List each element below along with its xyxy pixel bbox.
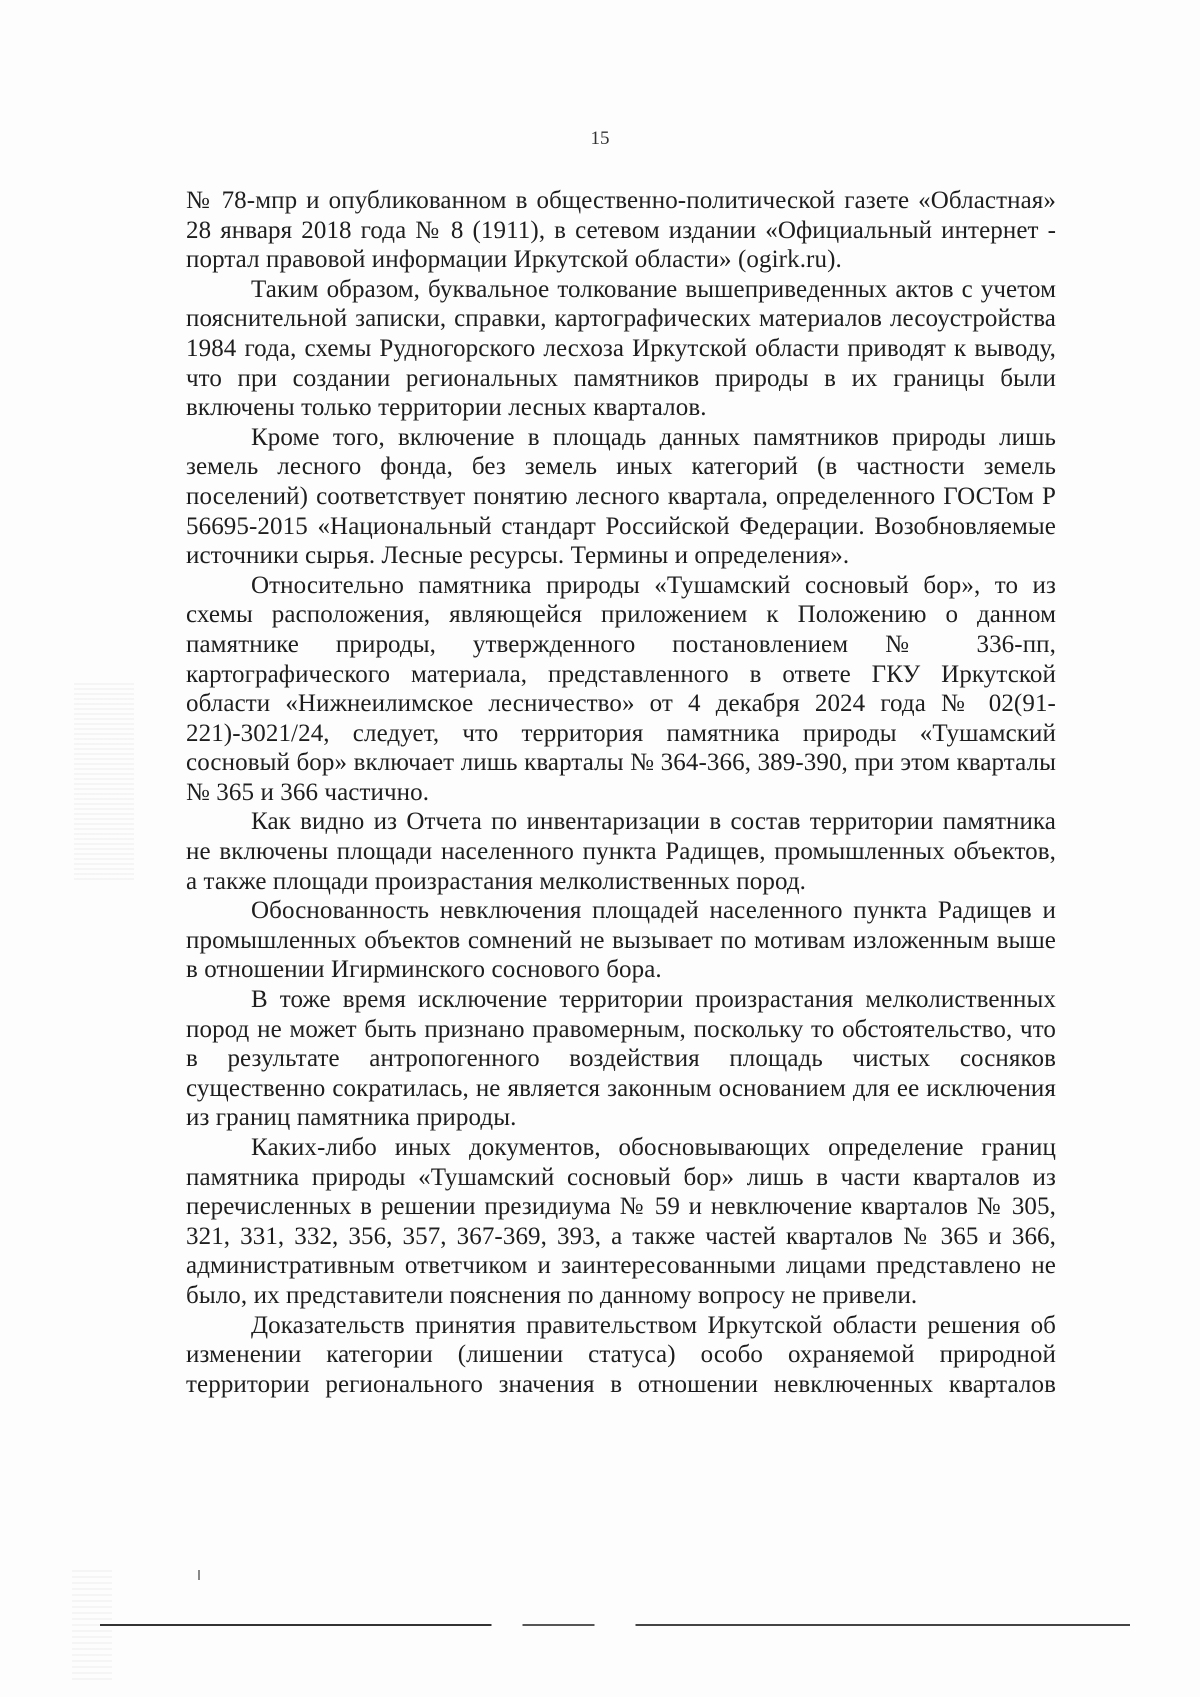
paragraph-8: Каких-либо иных документов, обосновывающих определение границ памятника природы «Тушамский сосновый бор» лишь в части кварталов из перечисленных в решении президиума № 59 и невключение кварталов № 305, 321, 331, 332, 356, 357, 367-369, 393, а также частей кварталов № 365 и 366, административным ответчиком и заинтересованными лицами представлено не было, их представители пояснения по данному вопросу не привели.	[186, 1134, 1056, 1309]
paragraph-3: Кроме того, включение в площадь данных памятников природы лишь земель лесного фонда, без земель иных категорий (в частности земель поселений) соответствует понятию лесного квартала, определенного ГОСТом Р 56695-2015 «Национальный стандарт Российской Федерации. Возобновляемые источники сырья. Лесные ресурсы. Термины и определения».	[186, 423, 1056, 570]
document-body	[186, 186, 1056, 1399]
bottom-scan-line	[100, 1624, 1130, 1626]
paragraph-6: Обоснованность невключения площадей населенного пункта Радищев и промышленных объектов сомнений не вызывает по мотивам изложенным выше в отношении Игирминского соснового бора.	[186, 897, 1056, 984]
paragraph-1: № 78-мпр и опубликованном в общественно-политической газете «Областная» 28 января 2018 года № 8 (1911), в сетевом издании «Официальный интернет - портал правовой информации Иркутской области» (ogirk.ru).	[186, 187, 1056, 274]
paragraph-7: В тоже время исключение территории произрастания мелколиственных пород не может быть признано правомерным, поскольку то обстоятельство, что в результате антропогенного воздействия площадь чистых сосняков существенно сократилась, не является законным основанием для ее исключения из границ памятника природы.	[186, 986, 1056, 1132]
paragraph-9: Доказательств принятия правительством Иркутской области решения об изменении категории (лишении статуса) особо охраняемой природной территории регионального значения в отношении невключенных кварталов	[186, 1311, 1056, 1398]
paragraph-4: Относительно памятника природы «Тушамский сосновый бор», то из схемы расположения, являющейся приложением к Положению о данном памятнике природы, утвержденного постановлением № 336-пп, картографического материала, представленного в ответе ГКУ Иркутской области «Нижнеилимское лесничество» от 4 декабря 2024 года № 02(91-221)-3021/24, следует, что территория памятника природы «Тушамский сосновый бор» включает лишь кварталы № 364-366, 389-390, при этом кварталы № 365 и 366 частично.	[186, 571, 1056, 806]
paragraph-2: Таким образом, буквальное толкование вышеприведенных актов с учетом пояснительной записки, справки, картографических материалов лесоустройства 1984 года, схемы Рудногорского лесхоза Иркутской области приводят к выводу, что при создании региональных памятников природы в их границы были включены только территории лесных кварталов.	[186, 275, 1056, 422]
paragraph-5: Как видно из Отчета по инвентаризации в состав территории памятника не включены площади населенного пункта Радищев, промышленных объектов, а также площади произрастания мелколиственных пород.	[186, 808, 1056, 895]
scan-mark	[198, 1570, 200, 1580]
scan-artifact	[74, 680, 134, 880]
page-number: 15	[590, 128, 610, 149]
